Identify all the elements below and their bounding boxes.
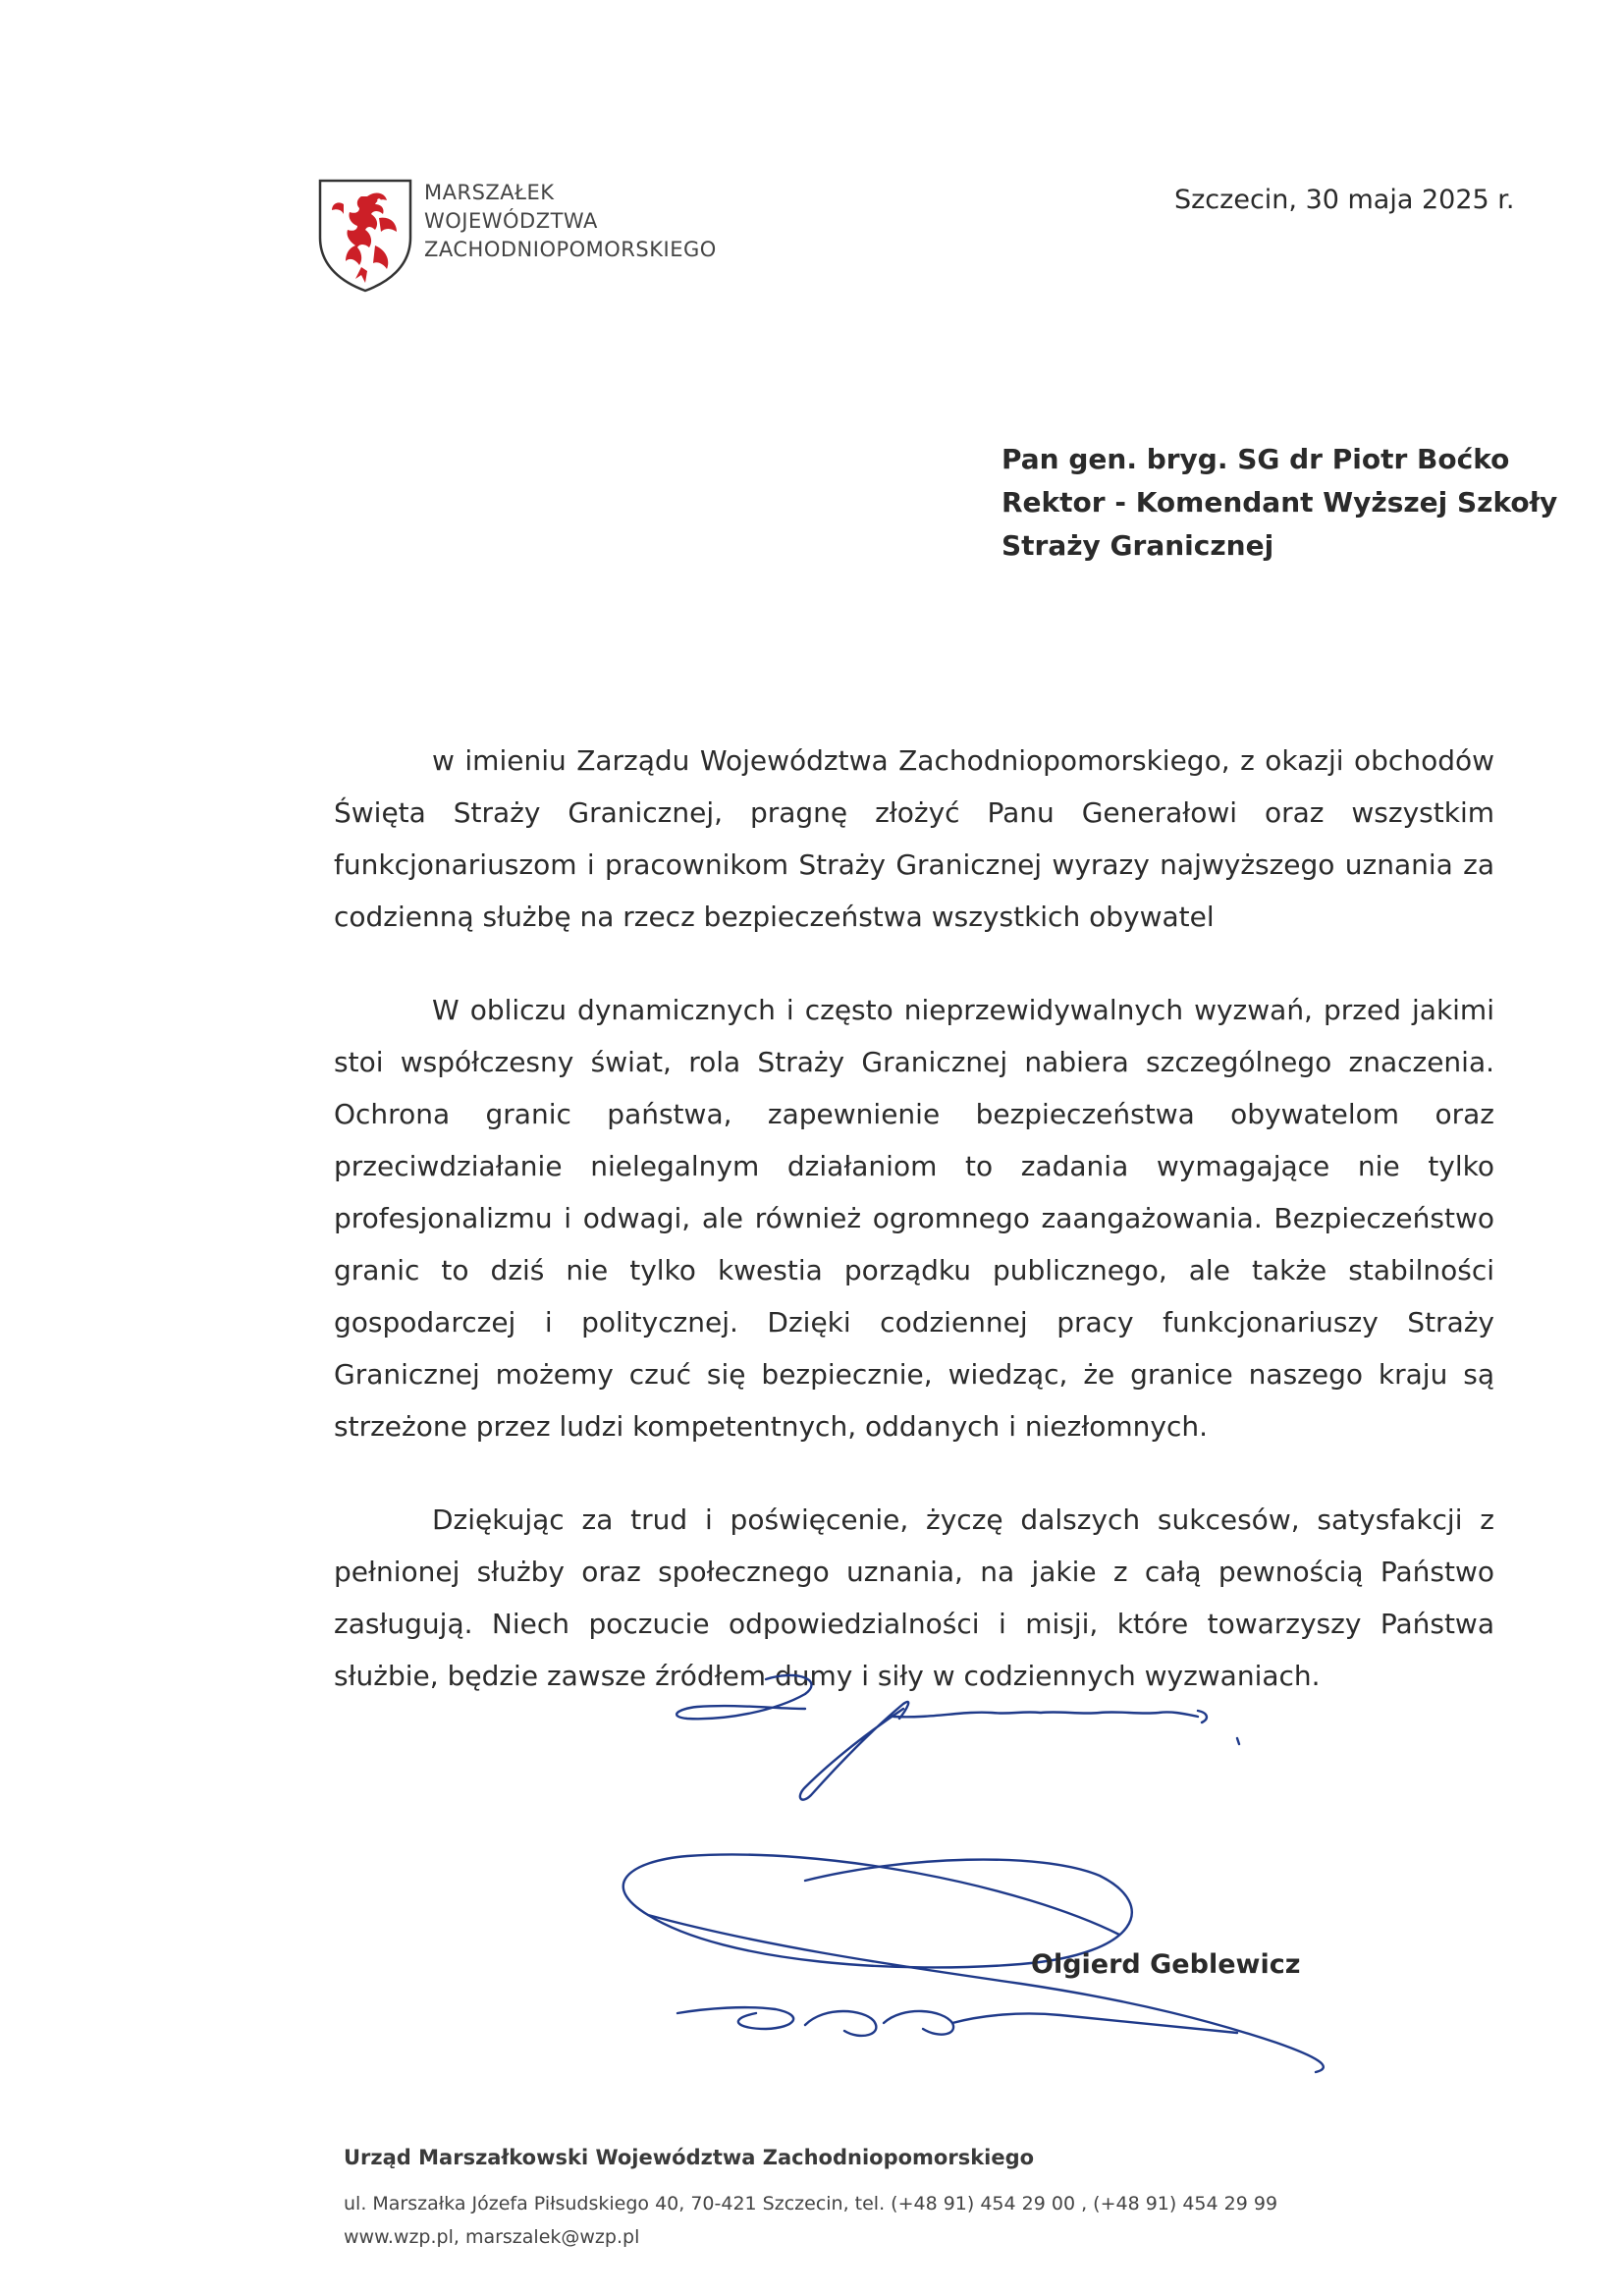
recipient-institution: Straży Granicznej — [1001, 529, 1274, 562]
recipient-name: Pan gen. bryg. SG dr Piotr Boćko — [1001, 443, 1510, 475]
letter-date: Szczecin, 30 maja 2025 r. — [1174, 185, 1515, 215]
signer-name: Olgierd Geblewicz — [1031, 1949, 1301, 1980]
recipient-block — [1001, 438, 1557, 568]
footer-organization: Urząd Marszałkowski Województwa Zachodniopomorskiego — [344, 2146, 1035, 2169]
issuer-line-3: ZACHODNIOPOMORSKIEGO — [424, 238, 717, 261]
footer-contact: www.wzp.pl, marszalek@wzp.pl — [344, 2226, 640, 2248]
letter-footer — [344, 2146, 1277, 2254]
recipient-title: Rektor - Komendant Wyższej Szkoły — [1001, 486, 1558, 519]
body-paragraph-3: Dziękując za trud i poświęcenie, życzę dalszych sukcesów, satysfakcji z pełnionej służby oraz społecznego uznania, na jakie z całą pewnością Państwo zasługują. Niech poczucie odpowiedzialności i misji, które towarzyszy Państwa służbie, będzie zawsze źródłem dumy i siły w codziennych wyzwaniach. — [334, 1503, 1494, 1692]
coat-of-arms-crest — [316, 177, 414, 293]
body-paragraph-1: w imieniu Zarządu Województwa Zachodniopomorskiego, z okazji obchodów Święta Straży Granicznej, pragnę złożyć Panu Generałowi oraz wszystkim funkcjonariuszom i pracownikom Straży Granicznej wyrazy najwyższego uznania za codzienną służbę na rzecz bezpieczeństwa wszystkich obywatel — [334, 744, 1494, 933]
body-paragraph-2: W obliczu dynamicznych i często nieprzewidywalnych wyzwań, przed jakimi stoi współczesny świat, rola Straży Granicznej nabiera szczególnego znaczenia. Ochrona granic państwa, zapewnienie bezpieczeństwa obywatelom oraz przeciwdziałanie nielegalnym działaniom to zadania wymagające nie tylko profesjonalizmu i odwagi, ale również ogromnego zaangażowania. Bezpieczeństwo granic to dziś nie tylko kwestia porządku publicznego, ale także stabilności gospodarczej i politycznej. Dzięki codziennej pracy funkcjonariuszy Straży Granicznej możemy czuć się bezpiecznie, wiedząc, że granice naszego kraju są strzeżone przez ludzi kompetentnych, oddanych i niezłomnych. — [334, 994, 1494, 1443]
footer-address: ul. Marszałka Józefa Piłsudskiego 40, 70-421 Szczecin, tel. (+48 91) 454 29 00 , (+48 91) 454 29 99 — [344, 2193, 1278, 2214]
issuer-line-2: WOJEWÓDZTWA — [424, 209, 598, 233]
issuer-office-name — [424, 179, 717, 264]
letter-body — [334, 735, 1494, 1743]
griffin-icon — [316, 177, 414, 293]
handwritten-signature — [609, 1650, 1414, 2111]
issuer-line-1: MARSZAŁEK — [424, 181, 555, 204]
